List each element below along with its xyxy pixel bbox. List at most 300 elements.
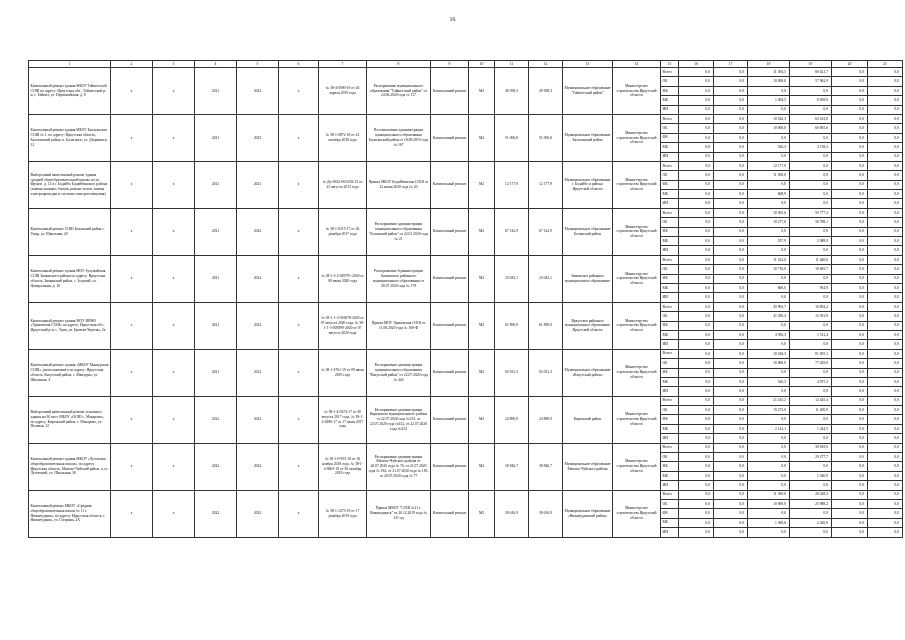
decision-document: Распоряжение администрации Киренского муниципального района от 22.07.2020 года №313, от 22.07.2020 года №412, от 22.07.2020 года №414 bbox=[367, 396, 431, 443]
column-6-value: x bbox=[279, 68, 319, 115]
funding-value: 0,0 bbox=[868, 237, 903, 246]
funding-value: 56 788,1 bbox=[790, 218, 832, 227]
start-year: 2021 bbox=[195, 208, 237, 255]
responsible-ministry: Министерство строительства Иркутской области bbox=[613, 255, 661, 302]
object-name: Капитальный ремонт здания МБОУ Тайшетской СОШ по адресу: Иркутская обл., Тайшетский р-н, г. Тайшет, ул. Первомайская, д. 8 bbox=[29, 68, 111, 115]
funding-value: 0,0 bbox=[832, 283, 868, 292]
funding-source: ИИ bbox=[661, 340, 679, 349]
unit-code: М2 bbox=[469, 208, 495, 255]
decision-document: Распоряжение Администрации Зиминского районного муниципального образования от 30.07.2020 года № 179 bbox=[367, 255, 431, 302]
funding-value: 0,0 bbox=[714, 462, 748, 471]
table-row bbox=[29, 255, 903, 264]
end-year: 2022 bbox=[237, 349, 279, 396]
funding-source: ФБ bbox=[661, 368, 679, 377]
funding-source: ОБ bbox=[661, 406, 679, 415]
funding-value: 0,0 bbox=[790, 86, 832, 95]
funding-value: 0,0 bbox=[679, 237, 714, 246]
funding-value: 0,0 bbox=[832, 518, 868, 527]
funding-value: 0,0 bbox=[679, 462, 714, 471]
funding-value: 0,0 bbox=[748, 462, 790, 471]
unit-code: М2 bbox=[469, 490, 495, 537]
table-row bbox=[29, 161, 903, 170]
funding-value: 0,0 bbox=[679, 152, 714, 161]
funding-value: 0,0 bbox=[714, 274, 748, 283]
funding-value: 0,0 bbox=[714, 283, 748, 292]
funding-value: 0,0 bbox=[832, 68, 868, 77]
object-name: Капитальный ремонт здания МКОУ «Луговская общеобразовательная школа», по адресу: Иркутская область, Мамско-Чуйский район, п.г.т. Луговский, ул. Школьная, 30 bbox=[29, 443, 111, 490]
funding-source: ОБ bbox=[661, 359, 679, 368]
page-number: 16 bbox=[449, 17, 456, 23]
funding-source: Всего bbox=[661, 302, 679, 311]
funding-value: 0,0 bbox=[714, 340, 748, 349]
funding-value: 0,0 bbox=[868, 143, 903, 152]
work-type: Капитальный ремонт bbox=[431, 349, 469, 396]
funding-value: 526,3 bbox=[748, 143, 790, 152]
funding-source: ИИ bbox=[661, 152, 679, 161]
column-number: 2 bbox=[111, 61, 153, 68]
unit-code: М2 bbox=[469, 114, 495, 161]
funding-value: 0,0 bbox=[679, 274, 714, 283]
capacity-1: 92 031,3 bbox=[495, 349, 529, 396]
funding-value: 0,0 bbox=[790, 368, 832, 377]
funding-value: 0,0 bbox=[868, 265, 903, 274]
funding-value: 0,0 bbox=[832, 265, 868, 274]
column-number: 4 bbox=[195, 61, 237, 68]
funding-source: МБ bbox=[661, 377, 679, 386]
funding-value: 0,0 bbox=[679, 490, 714, 499]
funding-value: 0,0 bbox=[679, 227, 714, 236]
column-3-value: x bbox=[153, 396, 195, 443]
funding-value: 0,0 bbox=[832, 161, 868, 170]
funding-value: 0,0 bbox=[714, 359, 748, 368]
funding-value: 0,0 bbox=[868, 246, 903, 255]
funding-value: 25 988,2 bbox=[790, 499, 832, 508]
table-row bbox=[29, 114, 903, 123]
funding-value: 0,0 bbox=[832, 471, 868, 480]
end-year: 2022 bbox=[237, 208, 279, 255]
funding-value: 0,0 bbox=[832, 434, 868, 443]
funding-value: 0,0 bbox=[714, 518, 748, 527]
funding-value: 3 158,2 bbox=[790, 143, 832, 152]
funding-value: 0,0 bbox=[868, 415, 903, 424]
column-2-value: x bbox=[111, 161, 153, 208]
funding-value: 21 415,2 bbox=[748, 396, 790, 405]
table-row bbox=[29, 302, 903, 311]
column-2-value: x bbox=[111, 114, 153, 161]
funding-value: 0,0 bbox=[714, 124, 748, 133]
funding-value: 0,0 bbox=[679, 434, 714, 443]
funding-value: 0,0 bbox=[679, 499, 714, 508]
column-6-value: x bbox=[279, 490, 319, 537]
capacity-2: 92 031,3 bbox=[529, 349, 563, 396]
funding-source: Всего bbox=[661, 349, 679, 358]
funding-value: 0,0 bbox=[868, 293, 903, 302]
funding-value: 0,0 bbox=[679, 96, 714, 105]
funding-value: 28 428,3 bbox=[790, 490, 832, 499]
funding-value: 0,0 bbox=[868, 453, 903, 462]
funding-value: 0,0 bbox=[832, 208, 868, 217]
capacity-1: 51 006,8 bbox=[495, 114, 529, 161]
capacity-1: 39 616,9 bbox=[495, 490, 529, 537]
funding-value: 0,0 bbox=[832, 190, 868, 199]
funding-source: ФБ bbox=[661, 415, 679, 424]
funding-value: 0,0 bbox=[714, 349, 748, 358]
municipality: Киренский район bbox=[563, 396, 613, 443]
work-type: Капитальный ремонт bbox=[431, 396, 469, 443]
funding-source: Всего bbox=[661, 255, 679, 264]
funding-value: 0,0 bbox=[748, 443, 790, 452]
funding-value: 10 894,2 bbox=[790, 302, 832, 311]
object-name: Капитальный ремонт здания «МКОУ Манзурская СОШ», расположенного по адресу: Иркутская область, Качугский район, с. Манзурка, ул. Школьная, 3 bbox=[29, 349, 111, 396]
work-type: Капитальный ремонт bbox=[431, 208, 469, 255]
funding-value: 57 962,9 bbox=[790, 77, 832, 86]
responsible-ministry: Министерство строительства Иркутской области bbox=[613, 68, 661, 115]
municipality: Муниципальное образование «Качугский район» bbox=[563, 349, 613, 396]
column-3-value: x bbox=[153, 302, 195, 349]
funding-value: 0,0 bbox=[679, 528, 714, 537]
funding-source: ОБ bbox=[661, 312, 679, 321]
funding-value: 8 658,8 bbox=[790, 96, 832, 105]
funding-value: 0,0 bbox=[868, 180, 903, 189]
work-type: Капитальный ремонт bbox=[431, 114, 469, 161]
column-number: 20 bbox=[832, 61, 868, 68]
funding-value: 30 818,6 bbox=[790, 443, 832, 452]
funding-value: 0,0 bbox=[748, 105, 790, 114]
funding-value: 0,0 bbox=[748, 274, 790, 283]
column-3-value: x bbox=[153, 443, 195, 490]
funding-value: 557,9 bbox=[748, 237, 790, 246]
funding-value: 0,0 bbox=[832, 528, 868, 537]
funding-value: 0,0 bbox=[714, 255, 748, 264]
funding-value: 0,0 bbox=[714, 246, 748, 255]
funding-value: 0,0 bbox=[832, 359, 868, 368]
column-2-value: x bbox=[111, 396, 153, 443]
capacity-1: 24 890,9 bbox=[495, 396, 529, 443]
funding-value: 0,0 bbox=[868, 509, 903, 518]
expertise-document: № 38-1-3-2-029791-2020 от 08 июля 2020 года bbox=[319, 255, 367, 302]
funding-value: 15 391,8 bbox=[790, 312, 832, 321]
capacity-1: 49 398,3 bbox=[495, 68, 529, 115]
capacity-2: 12 177,9 bbox=[529, 161, 563, 208]
funding-value: 0,0 bbox=[679, 396, 714, 405]
column-3-value: x bbox=[153, 68, 195, 115]
column-6-value: x bbox=[279, 302, 319, 349]
funding-value: 0,0 bbox=[868, 274, 903, 283]
funding-value: 0,0 bbox=[868, 199, 903, 208]
funding-value: 0,0 bbox=[679, 518, 714, 527]
funding-value: 0,0 bbox=[790, 434, 832, 443]
funding-value: 0,0 bbox=[868, 190, 903, 199]
funding-value: 0,0 bbox=[832, 377, 868, 386]
end-year: 2022 bbox=[237, 68, 279, 115]
funding-source: ОБ bbox=[661, 218, 679, 227]
unit-code: М2 bbox=[469, 302, 495, 349]
funding-value: 0,0 bbox=[714, 190, 748, 199]
funding-value: 0,0 bbox=[832, 321, 868, 330]
funding-source: ФБ bbox=[661, 462, 679, 471]
object-name: Капитальный ремонт МКОУ «Средняя общеобразовательная школа № 11 г. Нижнеудинск» по адресу: Иркутская область, г. Нижнеудинск, ул. Гагарина, 2А bbox=[29, 490, 111, 537]
funding-value: 0,0 bbox=[832, 509, 868, 518]
funding-value: 0,0 bbox=[832, 415, 868, 424]
funding-value: 0,0 bbox=[868, 302, 903, 311]
column-number: 21 bbox=[868, 61, 903, 68]
work-type: Капитальный ремонт bbox=[431, 255, 469, 302]
column-2-value: x bbox=[111, 443, 153, 490]
funding-value: 10 526,3 bbox=[748, 114, 790, 123]
funding-value: 0,0 bbox=[868, 481, 903, 490]
start-year: 2021 bbox=[195, 302, 237, 349]
funding-value: 0,0 bbox=[832, 481, 868, 490]
funding-value: 2 142,1 bbox=[748, 424, 790, 433]
funding-value: 0,0 bbox=[679, 321, 714, 330]
funding-value: 0,0 bbox=[714, 499, 748, 508]
end-year: 2021 bbox=[237, 161, 279, 208]
decision-document: Распоряжение администрации муниципального образования "Качугский район" от 22.07.2020 года № 426 bbox=[367, 349, 431, 396]
funding-value: 0,0 bbox=[832, 462, 868, 471]
funding-value: 0,0 bbox=[868, 349, 903, 358]
funding-source: МБ bbox=[661, 143, 679, 152]
capacity-2: 30 846,7 bbox=[529, 443, 563, 490]
funding-value: 0,0 bbox=[868, 283, 903, 292]
funding-value: 0,0 bbox=[748, 509, 790, 518]
responsible-ministry: Министерство строительства Иркутской области bbox=[613, 490, 661, 537]
funding-value: 0,0 bbox=[748, 481, 790, 490]
expertise-document: № 38-1-0872-18 от 23 октября 2018 года bbox=[319, 114, 367, 161]
funding-value: 0,0 bbox=[714, 77, 748, 86]
funding-value: 0,0 bbox=[868, 528, 903, 537]
capacity-1: 30 846,7 bbox=[495, 443, 529, 490]
funding-value: 1 244,5 bbox=[790, 424, 832, 433]
funding-value: 0,0 bbox=[868, 490, 903, 499]
funding-value: 10 526,3 bbox=[748, 349, 790, 358]
funding-value: 0,0 bbox=[868, 321, 903, 330]
funding-value: 0,0 bbox=[714, 171, 748, 180]
funding-value: 0,0 bbox=[679, 293, 714, 302]
work-type: Капитальный ремонт bbox=[431, 490, 469, 537]
funding-value: 0,0 bbox=[832, 86, 868, 95]
funding-value: 0,0 bbox=[868, 396, 903, 405]
table-row bbox=[29, 68, 903, 77]
funding-source: ИИ bbox=[661, 481, 679, 490]
funding-value: 0,0 bbox=[832, 143, 868, 152]
responsible-ministry: Министерство строительства Иркутской области bbox=[613, 349, 661, 396]
funding-value: 10 000,0 bbox=[748, 499, 790, 508]
funding-source: ФБ bbox=[661, 86, 679, 95]
funding-value: 0,0 bbox=[868, 227, 903, 236]
funding-value: 0,0 bbox=[714, 471, 748, 480]
funding-value: 0,0 bbox=[868, 424, 903, 433]
funding-value: 0,0 bbox=[790, 180, 832, 189]
responsible-ministry: Министерство строительства Иркутской области bbox=[613, 114, 661, 161]
capacity-2: 51 006,8 bbox=[529, 114, 563, 161]
funding-value: 0,0 bbox=[868, 133, 903, 142]
expertise-document: № 38-1-0-955-18 от 16 ноября 2018 года, № 38-1-4-0605-18 от 30 октября 2018 года bbox=[319, 443, 367, 490]
funding-value: 0,0 bbox=[832, 152, 868, 161]
funding-value: 81 505,1 bbox=[790, 349, 832, 358]
responsible-ministry: Министерство строительства Иркутской области bbox=[613, 396, 661, 443]
funding-value: 0,0 bbox=[832, 312, 868, 321]
funding-value: 0,0 bbox=[832, 387, 868, 396]
funding-value: 0,0 bbox=[832, 453, 868, 462]
funding-value: 0,0 bbox=[714, 330, 748, 339]
funding-value: 0,0 bbox=[868, 499, 903, 508]
funding-value: 0,0 bbox=[832, 199, 868, 208]
work-type: Капитальный ремонт bbox=[431, 161, 469, 208]
funding-value: 11 369,6 bbox=[748, 490, 790, 499]
funding-value: 0,0 bbox=[714, 443, 748, 452]
objects-table bbox=[28, 60, 903, 538]
expertise-document: № 38-1-1-3-016078-2020 от 07 августа 2020 года, № 38-1-1-3-005899-2020 от 07 августа 2020 года bbox=[319, 302, 367, 349]
funding-source: Всего bbox=[661, 443, 679, 452]
funding-value: 0,0 bbox=[868, 152, 903, 161]
funding-value: 0,0 bbox=[714, 96, 748, 105]
funding-value: 0,0 bbox=[868, 340, 903, 349]
funding-value: 0,0 bbox=[714, 133, 748, 142]
funding-value: 10 685,7 bbox=[790, 265, 832, 274]
funding-value: 1 369,6 bbox=[748, 518, 790, 527]
funding-source: ИИ bbox=[661, 293, 679, 302]
funding-source: ИИ bbox=[661, 528, 679, 537]
funding-value: 0,0 bbox=[748, 471, 790, 480]
funding-value: 1 540,9 bbox=[790, 471, 832, 480]
object-name: Выборочный капитальный ремонт основного здания на 30 мест МБОУ «ООШ с. Макарово», по адресу: Киренский район, с. Макарово, ул. Полевая, 12 bbox=[29, 396, 111, 443]
funding-value: 0,0 bbox=[714, 114, 748, 123]
funding-value: 0,0 bbox=[868, 462, 903, 471]
funding-source: МБ bbox=[661, 96, 679, 105]
funding-value: 11 200,9 bbox=[790, 406, 832, 415]
funding-value: 0,0 bbox=[714, 509, 748, 518]
funding-value: 0,0 bbox=[679, 143, 714, 152]
funding-value: 0,0 bbox=[714, 453, 748, 462]
funding-value: 0,0 bbox=[679, 283, 714, 292]
funding-value: 0,0 bbox=[790, 152, 832, 161]
end-year: 2022 bbox=[237, 302, 279, 349]
capacity-2: 24 890,9 bbox=[529, 396, 563, 443]
funding-source: МБ bbox=[661, 471, 679, 480]
funding-source: ФБ bbox=[661, 180, 679, 189]
expertise-document: № 38-1-4-0274-17 от 30 августа 2017 года, № 38-1-4-0286-17 от 17 июля 2017 года bbox=[319, 396, 367, 443]
funding-value: 0,0 bbox=[868, 218, 903, 227]
column-2-value: x bbox=[111, 349, 153, 396]
capacity-2: 39 616,9 bbox=[529, 490, 563, 537]
funding-value: 0,0 bbox=[679, 368, 714, 377]
funding-value: 4 075,3 bbox=[790, 377, 832, 386]
funding-value: 11 494,5 bbox=[748, 68, 790, 77]
funding-value: 0,0 bbox=[868, 359, 903, 368]
work-type: Капитальный ремонт bbox=[431, 443, 469, 490]
funding-value: 10 277,6 bbox=[748, 218, 790, 227]
funding-value: 0,0 bbox=[748, 415, 790, 424]
column-number: 16 bbox=[679, 61, 714, 68]
column-2-value: x bbox=[111, 302, 153, 349]
funding-value: 0,0 bbox=[679, 180, 714, 189]
column-number: 9 bbox=[431, 61, 469, 68]
funding-value: 0,0 bbox=[748, 340, 790, 349]
responsible-ministry: Министерство строительства Иркутской области bbox=[613, 443, 661, 490]
funding-value: 1 512,4 bbox=[790, 330, 832, 339]
funding-value: 11 569,0 bbox=[748, 171, 790, 180]
column-2-value: x bbox=[111, 208, 153, 255]
funding-value: 0,0 bbox=[714, 265, 748, 274]
column-number: 8 bbox=[367, 61, 431, 68]
funding-value: 0,0 bbox=[714, 424, 748, 433]
funding-value: 0,0 bbox=[714, 434, 748, 443]
unit-code: М2 bbox=[469, 396, 495, 443]
unit-code: М2 bbox=[469, 68, 495, 115]
unit-code: М2 bbox=[469, 255, 495, 302]
funding-source: ИИ bbox=[661, 387, 679, 396]
funding-value: 0,0 bbox=[714, 237, 748, 246]
funding-value: 0,0 bbox=[832, 443, 868, 452]
funding-value: 0,0 bbox=[748, 246, 790, 255]
funding-value: 0,0 bbox=[790, 387, 832, 396]
funding-value: 29 277,7 bbox=[790, 453, 832, 462]
funding-value: 0,0 bbox=[714, 377, 748, 386]
funding-value: 0,0 bbox=[714, 227, 748, 236]
funding-value: 0,0 bbox=[832, 368, 868, 377]
funding-value: 0,0 bbox=[790, 481, 832, 490]
funding-value: 0,0 bbox=[679, 349, 714, 358]
funding-value: 0,0 bbox=[790, 171, 832, 180]
funding-value: 0,0 bbox=[679, 105, 714, 114]
start-year: 2022 bbox=[195, 490, 237, 537]
funding-source: МБ bbox=[661, 424, 679, 433]
column-3-value: x bbox=[153, 208, 195, 255]
funding-value: 0,0 bbox=[790, 509, 832, 518]
table-row bbox=[29, 349, 903, 358]
capacity-1: 61 890,9 bbox=[495, 302, 529, 349]
funding-value: 0,0 bbox=[714, 368, 748, 377]
funding-source: МБ bbox=[661, 330, 679, 339]
expertise-document: № 38-4-0590-19 от 26 апреля 2019 года bbox=[319, 68, 367, 115]
funding-value: 0,0 bbox=[748, 453, 790, 462]
funding-value: 45 992,7 bbox=[748, 302, 790, 311]
column-number: 12 bbox=[529, 61, 563, 68]
expertise-document: № Дп-0632-0633/04.13 от 23 августа 2013 года bbox=[319, 161, 367, 208]
end-year: 2022 bbox=[237, 396, 279, 443]
capacity-2: 23 043,1 bbox=[529, 255, 563, 302]
funding-value: 0,0 bbox=[679, 114, 714, 123]
column-6-value: x bbox=[279, 349, 319, 396]
column-number-row bbox=[29, 61, 903, 68]
funding-value: 0,0 bbox=[868, 406, 903, 415]
object-name: Капитальный ремонт здания МОУ Зулумайская СОШ Зиминского района по адресу: Иркутская область, Зиминский район, с. Зулумай, ул. Центральная, д. 18 bbox=[29, 255, 111, 302]
funding-value: 0,0 bbox=[748, 387, 790, 396]
column-3-value: x bbox=[153, 161, 195, 208]
column-number: 10 bbox=[469, 61, 495, 68]
funding-value: 0,0 bbox=[868, 114, 903, 123]
funding-value: 0,0 bbox=[679, 302, 714, 311]
column-number: 15 bbox=[661, 61, 679, 68]
funding-value: 0,0 bbox=[679, 415, 714, 424]
funding-value: 0,0 bbox=[679, 481, 714, 490]
column-6-value: x bbox=[279, 255, 319, 302]
funding-source: ИИ bbox=[661, 199, 679, 208]
funding-value: 0,0 bbox=[868, 471, 903, 480]
column-3-value: x bbox=[153, 114, 195, 161]
funding-source: МБ bbox=[661, 190, 679, 199]
table-row bbox=[29, 208, 903, 217]
funding-value: 954,9 bbox=[790, 283, 832, 292]
decision-document: Приказ МБОУ Бодайбинская СОШ от 22 июня 2020 года № 20 bbox=[367, 161, 431, 208]
funding-value: 66 621,7 bbox=[790, 68, 832, 77]
funding-value: 608,9 bbox=[748, 190, 790, 199]
decision-document: Распоряжение администрации муниципального образования "Боханский район" от 22.01.2020 года № 21 bbox=[367, 208, 431, 255]
funding-source: МБ bbox=[661, 518, 679, 527]
funding-value: 0,0 bbox=[679, 218, 714, 227]
funding-value: 0,0 bbox=[868, 171, 903, 180]
funding-value: 0,0 bbox=[679, 471, 714, 480]
